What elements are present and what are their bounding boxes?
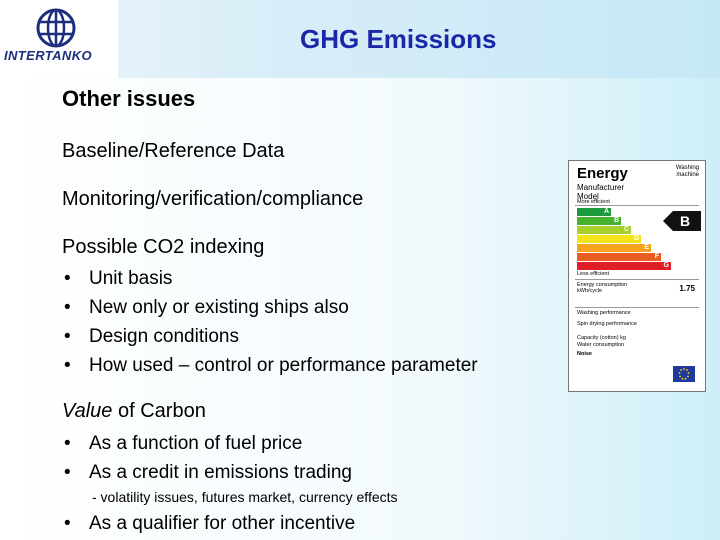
header-bar: [0, 0, 720, 78]
carbon-bullet-1: As a function of fuel price: [89, 433, 303, 454]
water-label: Water consumption: [577, 342, 625, 348]
class-bar-c: C: [577, 226, 631, 234]
last-bullet: As a qualifier for other incentive: [89, 513, 356, 534]
more-efficient-label: More efficient: [577, 199, 610, 205]
value-word: Value: [62, 400, 113, 422]
co2-bullet-3: Design conditions: [89, 326, 239, 347]
bullet: •: [64, 433, 71, 454]
bullet: •: [64, 355, 71, 376]
rating-value: B: [679, 213, 691, 229]
consumption-value: 1.75: [679, 284, 695, 293]
energy-label-type: Washing machine: [675, 165, 699, 178]
model-label: Model: [577, 192, 599, 201]
washing-performance-label: Washing performance: [577, 310, 631, 316]
bullet: •: [64, 268, 71, 289]
co2-bullet-4: How used – control or performance parameter: [89, 355, 478, 376]
capacity-label: Capacity (cotton) kg: [577, 335, 626, 341]
heading-other-issues: Other issues: [62, 86, 196, 111]
class-bar-a: A: [577, 208, 611, 216]
globe-icon: [36, 8, 76, 48]
heading-value-of-carbon: [62, 400, 206, 423]
eu-stars-icon: [673, 366, 695, 382]
manufacturer-label: Manufacturer: [577, 183, 625, 192]
noise-label: Noise: [577, 351, 592, 357]
energy-label-title: Energy: [577, 165, 628, 182]
bullet: •: [64, 513, 71, 534]
logo-text: INTERTANKO: [4, 48, 93, 63]
class-bar-g: G: [577, 262, 671, 270]
page-title: GHG Emissions: [300, 24, 497, 54]
consumption-label: Energy consumption kWh/cycle: [577, 282, 628, 294]
carbon-bullet-2: As a credit in emissions trading: [89, 462, 352, 483]
class-bar-e: E: [577, 244, 651, 252]
of-carbon-text: of Carbon: [112, 400, 206, 422]
class-bar-d: D: [577, 235, 641, 243]
item-monitoring: Monitoring/verification/compliance: [62, 188, 364, 210]
item-co2-indexing: Possible CO2 indexing: [62, 236, 265, 258]
divider: [575, 307, 699, 308]
eu-flag-icon: [673, 366, 695, 382]
divider: [575, 279, 699, 280]
item-baseline: Baseline/Reference Data: [62, 140, 285, 162]
bullet: •: [64, 326, 71, 347]
bullet: •: [64, 462, 71, 483]
co2-bullet-1: Unit basis: [89, 268, 173, 289]
co2-bullet-2: New only or existing ships also: [89, 297, 349, 318]
sub-note: - volatility issues, futures market, currency effects: [92, 489, 398, 505]
energy-label-image: [568, 160, 706, 392]
rating-arrow: [663, 211, 701, 231]
class-bar-f: F: [577, 253, 661, 261]
class-bar-b: B: [577, 217, 621, 225]
divider: [575, 205, 699, 206]
intertanko-logo: [0, 0, 118, 78]
less-efficient-label: Less efficient: [577, 271, 610, 277]
bullet: •: [64, 297, 71, 318]
spin-performance-label: Spin drying performance: [577, 321, 637, 327]
